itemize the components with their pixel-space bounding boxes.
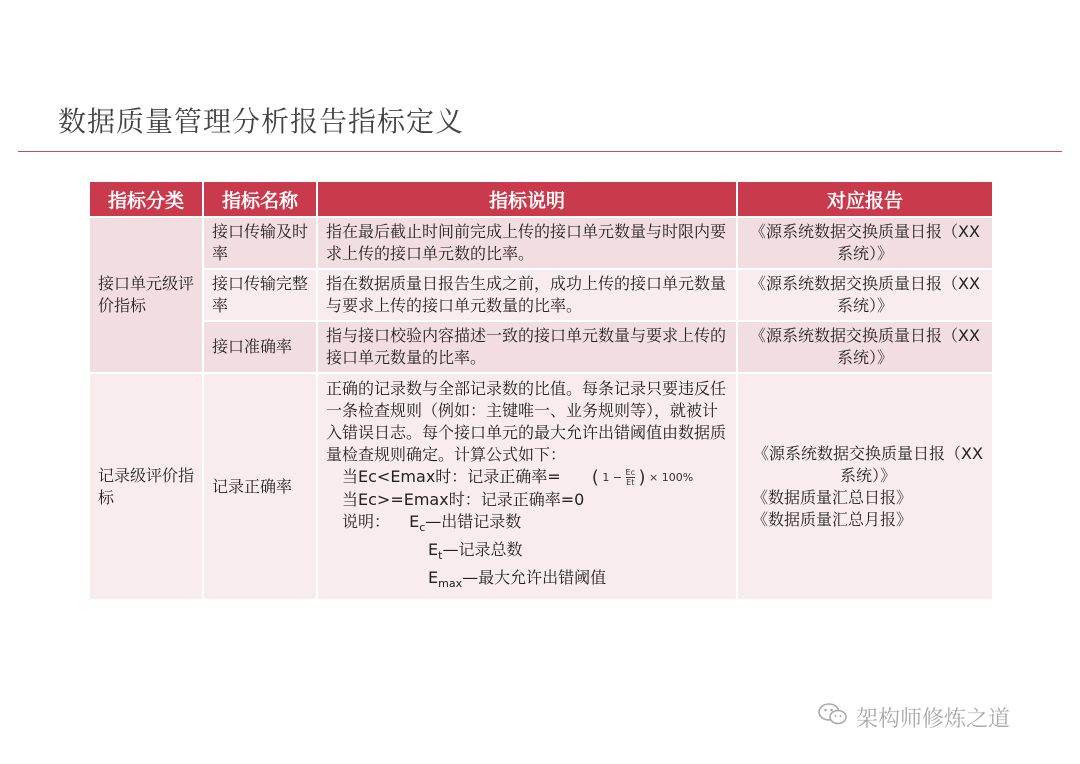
indicator-report: 《源系统数据交换质量日报（XX系统）》 [738, 270, 992, 320]
indicator-report: 《源系统数据交换质量日报（XX系统）》 [738, 218, 992, 268]
indicator-desc-cell [318, 374, 736, 599]
header-description: 指标说明 [318, 182, 736, 216]
note-line-3 [326, 567, 728, 595]
note-text: —出错记录数 [425, 511, 522, 531]
table-row [90, 270, 992, 320]
table-header-row [90, 182, 992, 216]
report-item: 《数据质量汇总日报》 [752, 487, 913, 507]
header-name: 指标名称 [204, 182, 316, 216]
formula-label: 当Ec<Emax时：记录正确率= [342, 467, 561, 486]
note-text: —记录总数 [442, 539, 523, 559]
note-symbol: $E_{max}$ [428, 567, 463, 591]
formula-line-1 [326, 466, 728, 489]
watermark [818, 702, 1010, 733]
watermark-text: 架构师修炼之道 [856, 707, 1011, 732]
title-divider [18, 151, 1062, 152]
table-row [90, 322, 992, 372]
note-line-2 [326, 539, 728, 567]
indicator-name: 接口传输完整率 [204, 270, 316, 320]
formula-math: ( 1 − $\frac{Ec}{Et}$ ) × 100% [591, 466, 694, 488]
wechat-icon [818, 702, 848, 732]
indicator-name: 接口准确率 [204, 322, 316, 372]
table-row [90, 218, 992, 268]
indicator-name: 记录正确率 [204, 374, 316, 599]
report-item: 《源系统数据交换质量日报（XX系统）》 [753, 443, 983, 485]
header-category: 指标分类 [90, 182, 202, 216]
fraction-numerator: Ec [625, 468, 635, 477]
category-cell: 接口单元级评价指标 [90, 218, 202, 372]
report-list [738, 374, 992, 599]
formula-line-2: 当Ec>=Emax时：记录正确率=0 [342, 489, 585, 509]
note-symbol: $E_t$ [428, 539, 443, 562]
indicator-desc: 指在最后截止时间前完成上传的接口单元数量与时限内要求上传的接口单元数的比率。 [318, 218, 736, 268]
indicator-desc: 指与接口校验内容描述一致的接口单元数量与要求上传的接口单元数量的比率。 [318, 322, 736, 372]
indicator-desc: 指在数据质量日报告生成之前，成功上传的接口单元数量与要求上传的接口单元数量的比率。 [318, 270, 736, 320]
note-label: 说明： [342, 511, 391, 531]
note-text: —最大允许出错阈值 [462, 567, 607, 587]
category-cell: 记录级评价指标 [90, 374, 202, 599]
note-symbol: $E_c$ [409, 511, 426, 534]
note-line-1 [326, 511, 728, 539]
indicator-report: 《源系统数据交换质量日报（XX系统）》 [738, 322, 992, 372]
indicator-name: 接口传输及时率 [204, 218, 316, 268]
fraction-denominator: Et [626, 478, 635, 487]
report-item: 《数据质量汇总月报》 [752, 509, 913, 529]
table-row [90, 374, 992, 599]
formula-fraction [626, 468, 635, 487]
header-report: 对应报告 [738, 182, 992, 216]
indicator-table [88, 180, 994, 601]
indicator-desc: 正确的记录数与全部记录数的比值。每条记录只要违反任一条检查规则（例如：主键唯一、业务规则等），就被计入错误日志。每个接口单元的最大允许出错阈值由数据质量检查规则确定。计算公式如下： [326, 379, 727, 464]
page-title: 数据质量管理分析报告指标定义 [58, 105, 465, 138]
formula-math-suffix: × 100% [649, 470, 694, 484]
formula-math-prefix: 1 − [602, 470, 623, 484]
